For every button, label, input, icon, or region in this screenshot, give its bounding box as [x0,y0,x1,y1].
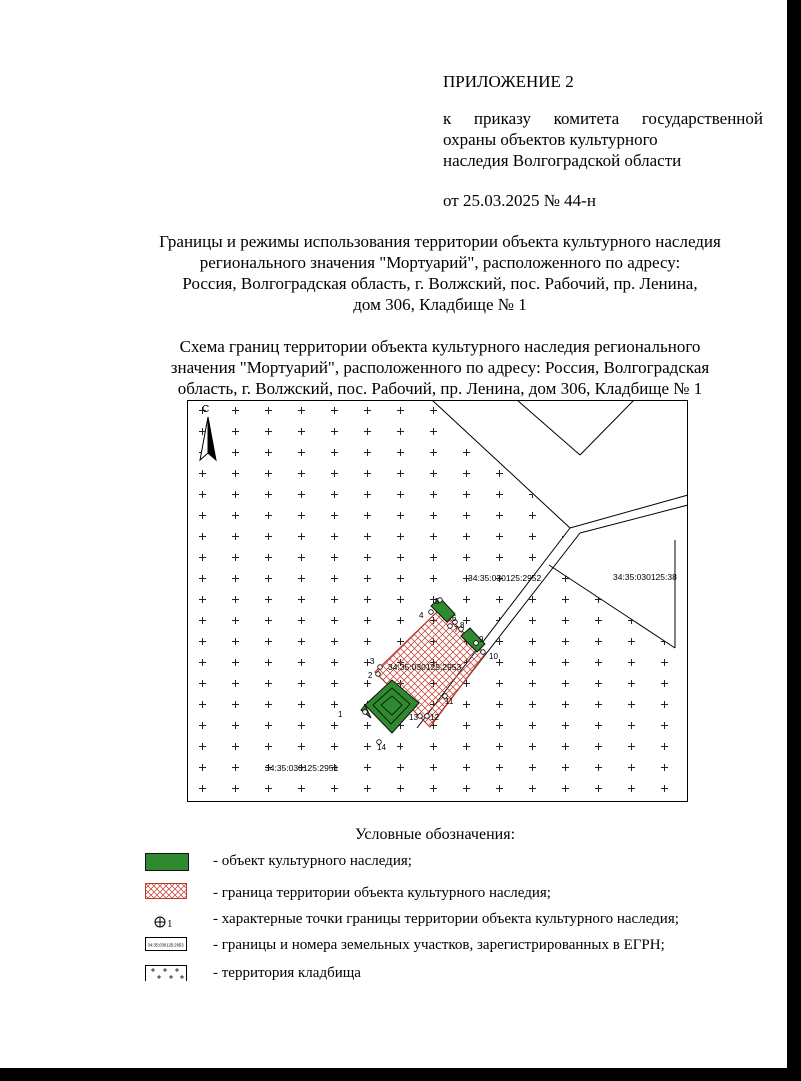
parcel-label-2953: 34:35:030125:2953 [388,662,462,672]
order-line-1: к приказу комитета государственной [443,109,763,128]
scheme-title-line-1: Схема границ территории объекта культурного наследия регионального [179,337,701,356]
title-line-4: дом 306, Кладбище № 1 [353,295,527,314]
svg-text:34:35:030125:2953: 34:35:030125:2953 [147,942,184,948]
scheme-title-line-2: значения "Мортуарий", расположенного по адресу: Россия, Волгоградская [170,358,710,377]
legend-item-parcels [0,934,800,958]
parcel-label-38: 34:35:030125:38 [613,572,677,582]
point-label-6: 6 [452,614,457,623]
point-label-14: 14 [377,743,386,752]
point-13 [418,714,423,719]
point-label-10: 10 [489,652,498,661]
title-line-1: Границы и режимы использования территории объекта культурного наследия [159,232,721,251]
point-label-2: 2 [368,671,373,680]
point-12 [425,714,430,719]
legend-text-object: - объект культурного наследия; [213,853,412,869]
point-label-12: 12 [430,713,439,722]
legend-text-points: - характерные точки границы территории объекта культурного наследия; [213,911,679,927]
point-label-8: 8 [460,621,465,630]
scan-edge-bottom [0,1068,801,1081]
legend-symbol-object [145,853,189,871]
title-line-3: Россия, Волгоградская область, г. Волжский, пос. Рабочий, пр. Ленина, [182,274,698,293]
point-label-13: 13 [409,713,418,722]
svg-text:1: 1 [167,918,173,930]
legend-symbol-parcel [145,937,187,953]
point-label-3: 3 [370,657,375,666]
legend-item-object [0,850,800,874]
legend-symbol-cemetery [145,965,187,981]
parcel-label-2952: 34:35:030125:2952 [468,573,542,583]
boundary-map [187,400,688,802]
point-4 [429,610,434,615]
point-label-4: 4 [419,611,424,620]
order-line-2: охраны объектов культурного [443,130,658,149]
point-label-9: 9 [479,635,484,644]
point-1 [363,710,368,715]
legend-symbol-boundary [145,883,187,899]
point-7 [448,624,453,629]
legend-item-cemetery [0,962,800,986]
order-line-3: наследия Волгоградской области [443,151,682,170]
legend-text-cemetery: - территория кладбища [213,965,361,981]
legend-symbol-point [153,914,183,930]
parcel-label-2951: 34:35:030125:2951 [265,763,339,773]
point-10 [481,650,486,655]
title-line-2: регионального значения "Мортуарий", расположенного по адресу: [199,253,681,272]
point-label-1: 1 [338,710,343,719]
svg-text:С: С [202,404,210,415]
point-label-11: 11 [445,697,454,706]
order-date: от 25.03.2025 № 44-н [443,191,596,210]
legend-text-parcels: - границы и номера земельных участков, зарегистрированных в ЕГРН; [213,937,665,953]
point-9 [474,641,479,646]
appendix-heading: ПРИЛОЖЕНИЕ 2 [443,72,574,91]
legend-item-boundary [0,882,800,906]
point-3 [378,665,383,670]
point-label-7: 7 [454,625,459,634]
point-label-5: 5 [435,597,440,606]
legend-title: Условные обозначения: [354,826,516,843]
legend-text-boundary: - граница территории объекта культурного наследия; [213,885,551,901]
scheme-title-line-3: область, г. Волжский, пос. Рабочий, пр. Ленина, дом 306, Кладбище № 1 [177,379,703,398]
point-2 [376,672,381,677]
legend-item-points [0,908,800,932]
